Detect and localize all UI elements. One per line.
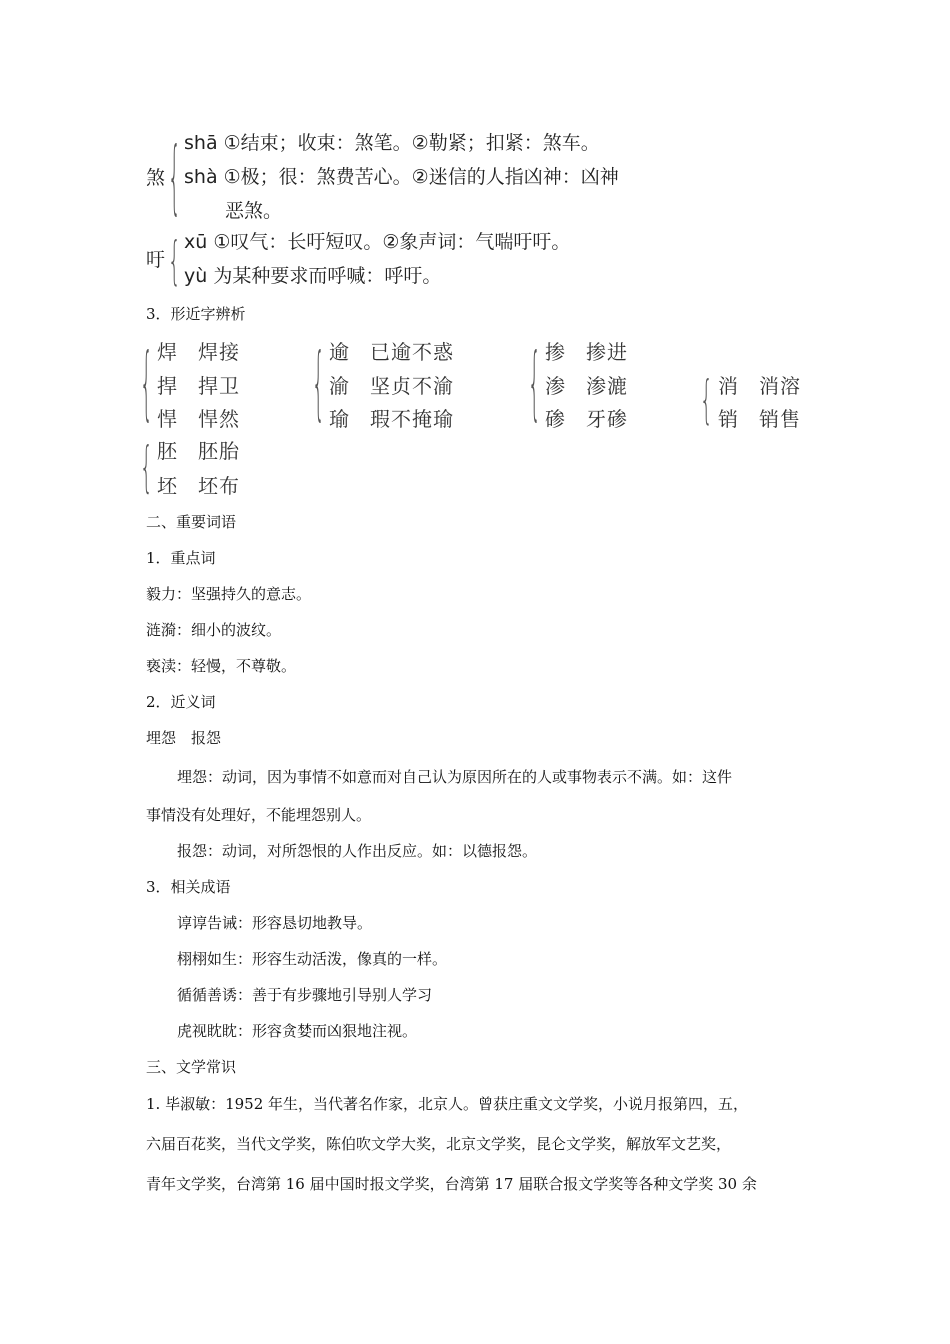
section-title: 3．形近字辨析 (146, 305, 246, 323)
pron-line: shā ①结束；收束：煞笔。②勒紧；扣紧：煞车。 (184, 132, 600, 154)
similar-char-item: 瑜 瑕不掩瑜 (329, 407, 454, 431)
pron-line: shà ①极；很：煞费苦心。②迷信的人指凶神：凶神 (184, 166, 619, 188)
similar-char-item: 掺 掺进 (545, 340, 628, 364)
similar-char-item: 碜 牙碜 (545, 407, 628, 431)
similar-char-item: 逾 已逾不惑 (329, 340, 454, 364)
similar-char-item: 渝 坚贞不渝 (329, 374, 454, 398)
polyphone-char-yu: 吁 (146, 249, 166, 271)
subsection-title: 3．相关成语 (146, 878, 231, 896)
brace: { (312, 334, 325, 430)
idiom-definition: 虎视眈眈：形容贪婪而凶狠地注视。 (177, 1022, 418, 1040)
section-heading: 二、重要词语 (146, 513, 237, 531)
synonym-definition: 事情没有处理好，不能埋怨别人。 (146, 806, 372, 824)
similar-char-item: 焊 焊接 (157, 340, 240, 364)
idiom-definition: 循循善诱：善于有步骤地引导别人学习 (177, 986, 433, 1004)
literature-paragraph: 1. 毕淑敏：1952 年生，当代著名作家，北京人。曾获庄重文文学奖，小说月报第四，五， (146, 1095, 749, 1113)
word-definition: 亵渎：轻慢，不尊敬。 (146, 657, 297, 675)
synonym-pair: 埋怨 报怨 (146, 729, 222, 747)
similar-char-item: 胚 胚胎 (157, 439, 240, 463)
brace: { (168, 128, 181, 224)
section-heading: 三、文学常识 (146, 1058, 237, 1076)
idiom-definition: 谆谆告诫：形容恳切地教导。 (177, 914, 373, 932)
pron-line: yù 为某种要求而呼喊：呼吁。 (184, 265, 442, 287)
brace: { (140, 334, 153, 430)
idiom-definition: 栩栩如生：形容生动活泼，像真的一样。 (177, 950, 448, 968)
similar-char-item: 捍 捍卫 (157, 374, 240, 398)
synonym-definition: 埋怨：动词，因为事情不如意而对自己认为原因所在的人或事物表示不满。如：这件 (177, 768, 733, 786)
brace: { (168, 229, 181, 292)
subsection-title: 1．重点词 (146, 549, 216, 567)
similar-char-item: 悍 悍然 (157, 407, 240, 431)
similar-char-item: 坯 坯布 (157, 474, 240, 498)
polyphone-char-sha: 煞 (146, 167, 166, 189)
brace: { (528, 334, 541, 430)
literature-paragraph: 青年文学奖，台湾第 16 届中国时报文学奖，台湾第 17 届联合报文学奖等各种文学奖 30 余 (146, 1175, 757, 1193)
word-definition: 涟漪：细小的波纹。 (146, 621, 282, 639)
brace: { (700, 368, 713, 431)
synonym-definition: 报怨：动词，对所怨恨的人作出反应。如：以德报怨。 (177, 842, 538, 860)
similar-char-item: 销 销售 (718, 407, 801, 431)
literature-paragraph: 六届百花奖，当代文学奖，陈伯吹文学大奖，北京文学奖，昆仑文学奖，解放军文艺奖， (146, 1135, 732, 1153)
similar-char-item: 渗 渗漉 (545, 374, 628, 398)
subsection-title: 2．近义词 (146, 693, 216, 711)
pron-line: 恶煞。 (225, 200, 283, 222)
brace: { (140, 434, 153, 499)
pron-line: xū ①叹气：长吁短叹。②象声词：气喘吁吁。 (184, 231, 571, 253)
similar-char-item: 消 消溶 (718, 374, 801, 398)
word-definition: 毅力：坚强持久的意志。 (146, 585, 312, 603)
